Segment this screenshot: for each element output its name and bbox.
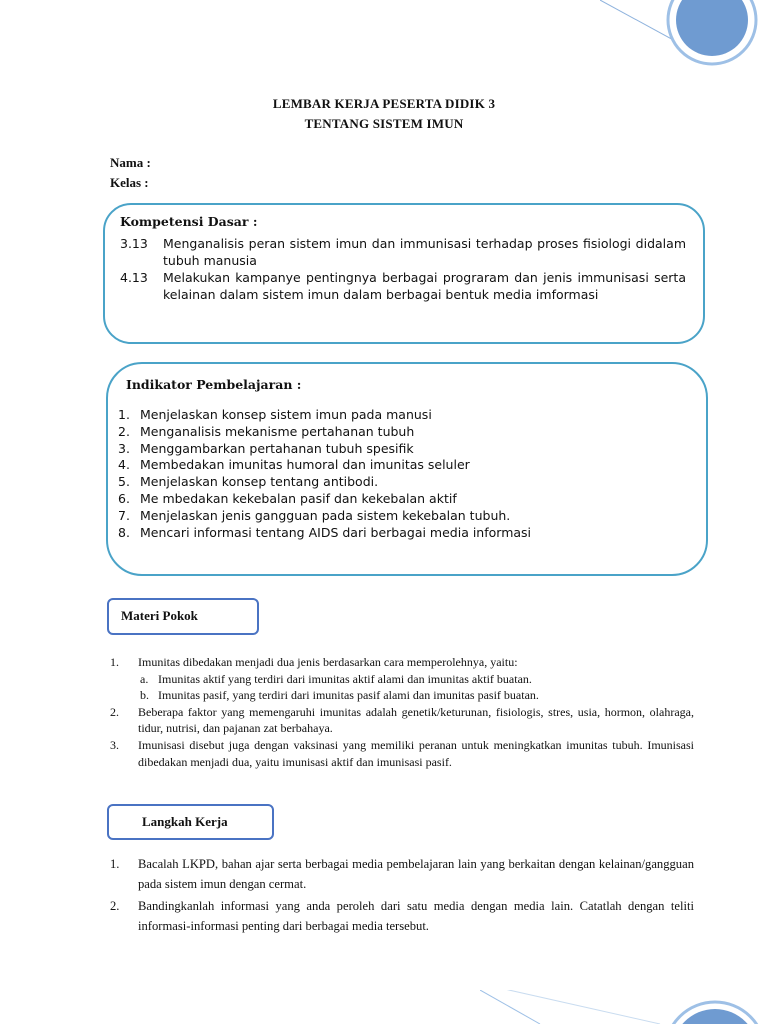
materi-item [110, 704, 694, 737]
materi-subitem [110, 671, 694, 688]
indikator-item [118, 457, 698, 474]
indikator-item [118, 407, 698, 424]
indikator-text: Menganalisis mekanisme pertahanan tubuh [140, 423, 415, 439]
decorative-circle-top [600, 0, 768, 70]
kelas-label: Kelas : [110, 175, 149, 190]
indikator-text: Mencari informasi tentang AIDS dari berbagai media informasi [140, 524, 532, 540]
kompetensi-item [120, 235, 686, 269]
materi-item-number: 3. [110, 737, 119, 752]
materi-item-text: Imunitas dibedakan menjadi dua jenis berdasarkan cara memperolehnya, yaitu: [138, 655, 518, 669]
kompetensi-item-text: Menganalisis peran sistem imun dan immunisasi terhadap proses fisiologi didalam tubuh manusia [163, 236, 686, 268]
indikator-text: Me mbedakan kekebalan pasif dan kekebalan aktif [140, 490, 457, 506]
materi-item [110, 737, 694, 770]
kompetensi-dasar-list [120, 235, 686, 303]
materi-pokok-label: Materi Pokok [107, 598, 259, 635]
materi-subitem-text: Imunitas pasif, yang terdiri dari imunitas pasif alami dan imunitas pasif buatan. [158, 688, 539, 703]
materi-item-number: 2. [110, 704, 119, 719]
decorative-circle-bottom [480, 990, 768, 1024]
materi-pokok-list [110, 654, 694, 770]
materi-subitem-letter: b. [140, 688, 149, 703]
langkah-kerja-list [110, 854, 694, 936]
indikator-list [118, 407, 698, 541]
indikator-number: 2. [118, 423, 130, 439]
langkah-item-text: Bacalah LKPD, bahan ajar serta berbagai media pembelajaran lain yang berkaitan dengan kelainan/gangguan pada sistem imun dengan cermat. [138, 857, 694, 891]
langkah-kerja-label: Langkah Kerja [107, 804, 274, 840]
materi-subitem [110, 687, 694, 704]
kompetensi-dasar-heading: Kompetensi Dasar : [120, 214, 258, 229]
materi-item-text: Beberapa faktor yang memengaruhi imunitas adalah genetik/keturunan, fisiologis, stres, usia, hormon, olahraga, tidur, nutrisi, dan pajanan zat berbahaya. [138, 704, 694, 736]
materi-item-text: Imunisasi disebut juga dengan vaksinasi yang memiliki peranan untuk meningkatkan imunitas tubuh. Imunisasi dibedakan menjadi dua, yaitu imunisasi aktif dan imunisasi pasif. [138, 737, 694, 769]
nama-label: Nama : [110, 155, 151, 170]
indikator-item [118, 491, 698, 508]
page-title: LEMBAR KERJA PESERTA DIDIK 3 [272, 96, 496, 111]
kompetensi-item-number: 3.13 [120, 236, 148, 251]
indikator-item [118, 508, 698, 525]
indikator-heading: Indikator Pembelajaran : [126, 377, 302, 392]
langkah-item-number: 2. [110, 899, 120, 913]
indikator-text: Menjelaskan konsep sistem imun pada manusi [140, 407, 432, 422]
indikator-text: Menggambarkan pertahanan tubuh spesifik [140, 440, 414, 456]
indikator-item [118, 525, 698, 542]
langkah-item [110, 896, 694, 936]
langkah-item [110, 854, 694, 894]
materi-subitem-letter: a. [140, 671, 149, 686]
indikator-item [118, 441, 698, 458]
materi-item-number: 1. [110, 655, 119, 669]
materi-subitem-text: Imunitas aktif yang terdiri dari imunitas aktif alami dan imunitas aktif buatan. [158, 671, 532, 686]
indikator-number: 7. [118, 507, 130, 523]
langkah-item-number: 1. [110, 857, 120, 871]
indikator-number: 1. [118, 407, 130, 422]
indikator-text: Menjelaskan jenis gangguan pada sistem kekebalan tubuh. [140, 507, 511, 523]
materi-item [110, 654, 694, 671]
indikator-item [118, 474, 698, 491]
indikator-number: 5. [118, 474, 130, 490]
kompetensi-item [120, 269, 686, 303]
kompetensi-item-text: Melakukan kampanye pentingnya berbagai prograram dan jenis immunisasi serta kelainan dalam sistem imun dalam berbagai bentuk media imformasi [163, 270, 686, 302]
kompetensi-item-number: 4.13 [120, 270, 148, 285]
indikator-item [118, 424, 698, 441]
indikator-text: Membedakan imunitas humoral dan imunitas seluler [140, 457, 470, 473]
indikator-text: Menjelaskan konsep tentang antibodi. [140, 474, 379, 490]
indikator-number: 8. [118, 524, 130, 540]
indikator-number: 4. [118, 457, 130, 473]
indikator-number: 3. [118, 440, 130, 456]
indikator-number: 6. [118, 490, 130, 506]
page-subtitle: TENTANG SISTEM IMUN [304, 116, 464, 131]
langkah-item-text: Bandingkanlah informasi yang anda peroleh dari satu media dengan media lain. Catatlah dengan teliti informasi-informasi penting dari berbagai media tersebut. [138, 899, 694, 933]
